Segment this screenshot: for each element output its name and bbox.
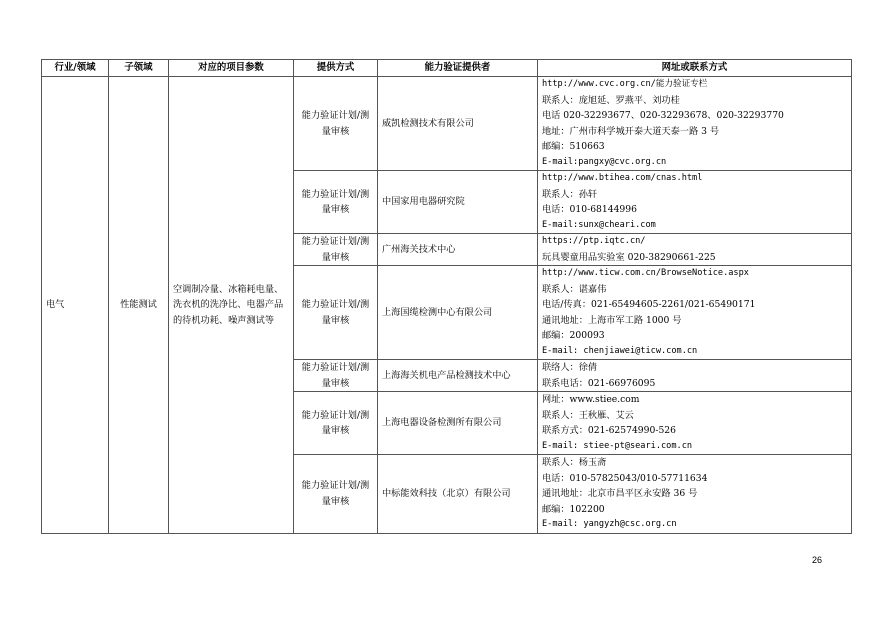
contact-line: 玩具婴童用品实验室 020-38290661-225 bbox=[542, 251, 716, 263]
contact-url[interactable]: http://www.btihea.com/cnas.html bbox=[542, 173, 703, 183]
contact-line: 电话/传真：021-65494605-2261/021-65490171 bbox=[542, 299, 756, 310]
header-contact: 网址或联系方式 bbox=[538, 60, 852, 77]
contact-line: 联系人：谌嘉伟 bbox=[542, 283, 607, 295]
contact-line: 邮编：200093 bbox=[542, 330, 605, 341]
provider-cell: 中标能效科技（北京）有限公司 bbox=[378, 455, 538, 534]
provider-cell: 上海国缆检测中心有限公司 bbox=[378, 266, 538, 360]
pt-provider-table bbox=[41, 59, 852, 534]
contact-cell bbox=[538, 77, 852, 171]
method-cell: 能力验证计划/测量审核 bbox=[294, 360, 378, 392]
method-cell: 能力验证计划/测量审核 bbox=[294, 171, 378, 234]
provider-cell: 威凯检测技术有限公司 bbox=[378, 77, 538, 171]
contact-line: 邮编：102200 bbox=[542, 503, 605, 515]
header-industry: 行业/领域 bbox=[42, 60, 109, 77]
method-cell: 能力验证计划/测量审核 bbox=[294, 77, 378, 171]
contact-line: 联络人：徐倩 bbox=[542, 362, 598, 373]
contact-line: 通讯地址：上海市军工路 1000 号 bbox=[542, 314, 682, 326]
contact-cell bbox=[538, 392, 852, 455]
contact-cell bbox=[538, 455, 852, 534]
industry-cell: 电气 bbox=[42, 77, 109, 534]
method-cell: 能力验证计划/测量审核 bbox=[294, 392, 378, 455]
provider-cell: 上海海关机电产品检测技术中心 bbox=[378, 360, 538, 392]
page-number: 26 bbox=[812, 555, 823, 565]
contact-url[interactable]: http://www.ticw.com.cn/BrowseNotice.aspx bbox=[542, 268, 749, 278]
contact-email[interactable]: E-mail:sunx@cheari.com bbox=[542, 219, 656, 230]
table-header-row bbox=[42, 60, 852, 77]
contact-line: 电话 020-32293677、020-32293678、020-32293770 bbox=[542, 110, 784, 121]
contact-url[interactable]: 网址：www.stiee.com bbox=[542, 394, 640, 405]
header-subfield: 子领域 bbox=[109, 60, 169, 77]
contact-email[interactable]: E-mail: yangyzh@csc.org.cn bbox=[542, 519, 677, 529]
contact-email[interactable]: E-mail: chenjiawei@ticw.com.cn bbox=[542, 345, 698, 356]
table-row bbox=[42, 77, 852, 171]
contact-line: 联系人：孙轩 bbox=[542, 188, 598, 200]
subfield-cell: 性能测试 bbox=[109, 77, 169, 534]
contact-line: 电话：010-68144996 bbox=[542, 204, 637, 215]
contact-url[interactable]: http://www.cvc.org.cn/能力验证专栏 bbox=[542, 79, 708, 89]
contact-line: 通讯地址：北京市昌平区永安路 36 号 bbox=[542, 488, 698, 499]
method-cell: 能力验证计划/测量审核 bbox=[294, 455, 378, 534]
contact-url[interactable]: https://ptp.iqtc.cn/ bbox=[542, 236, 646, 246]
contact-line: 联系电话：021-66976095 bbox=[542, 377, 656, 389]
provider-cell: 中国家用电器研究院 bbox=[378, 171, 538, 234]
method-cell: 能力验证计划/测量审核 bbox=[294, 266, 378, 360]
contact-cell bbox=[538, 234, 852, 266]
method-cell: 能力验证计划/测量审核 bbox=[294, 234, 378, 266]
contact-email[interactable]: E-mail: stiee-pt@seari.com.cn bbox=[542, 440, 693, 451]
contact-cell bbox=[538, 360, 852, 392]
contact-line: 联系人：王秋雁、艾云 bbox=[542, 409, 634, 421]
contact-line: 联系人：杨玉斋 bbox=[542, 457, 607, 468]
contact-line: 联系方式：021-62574990-526 bbox=[542, 425, 676, 436]
header-method: 提供方式 bbox=[294, 60, 378, 77]
header-parameters: 对应的项目参数 bbox=[169, 60, 294, 77]
contact-line: 邮编：510663 bbox=[542, 141, 605, 152]
contact-cell bbox=[538, 171, 852, 234]
contact-line: 电话：010-57825043/010-57711634 bbox=[542, 472, 708, 484]
header-provider: 能力验证提供者 bbox=[378, 60, 538, 77]
parameters-cell: 空调制冷量、冰箱耗电量、洗衣机的洗净比、电器产品的待机功耗、噪声测试等 bbox=[169, 77, 294, 534]
provider-cell: 广州海关技术中心 bbox=[378, 234, 538, 266]
contact-line: 地址：广州市科学城开泰大道天泰一路 3 号 bbox=[542, 125, 720, 137]
contact-cell bbox=[538, 266, 852, 360]
contact-email[interactable]: E-mail:pangxy@cvc.org.cn bbox=[542, 156, 667, 167]
contact-line: 联系人：庞旭延、罗燕平、刘功桂 bbox=[542, 94, 680, 106]
provider-cell: 上海电器设备检测所有限公司 bbox=[378, 392, 538, 455]
